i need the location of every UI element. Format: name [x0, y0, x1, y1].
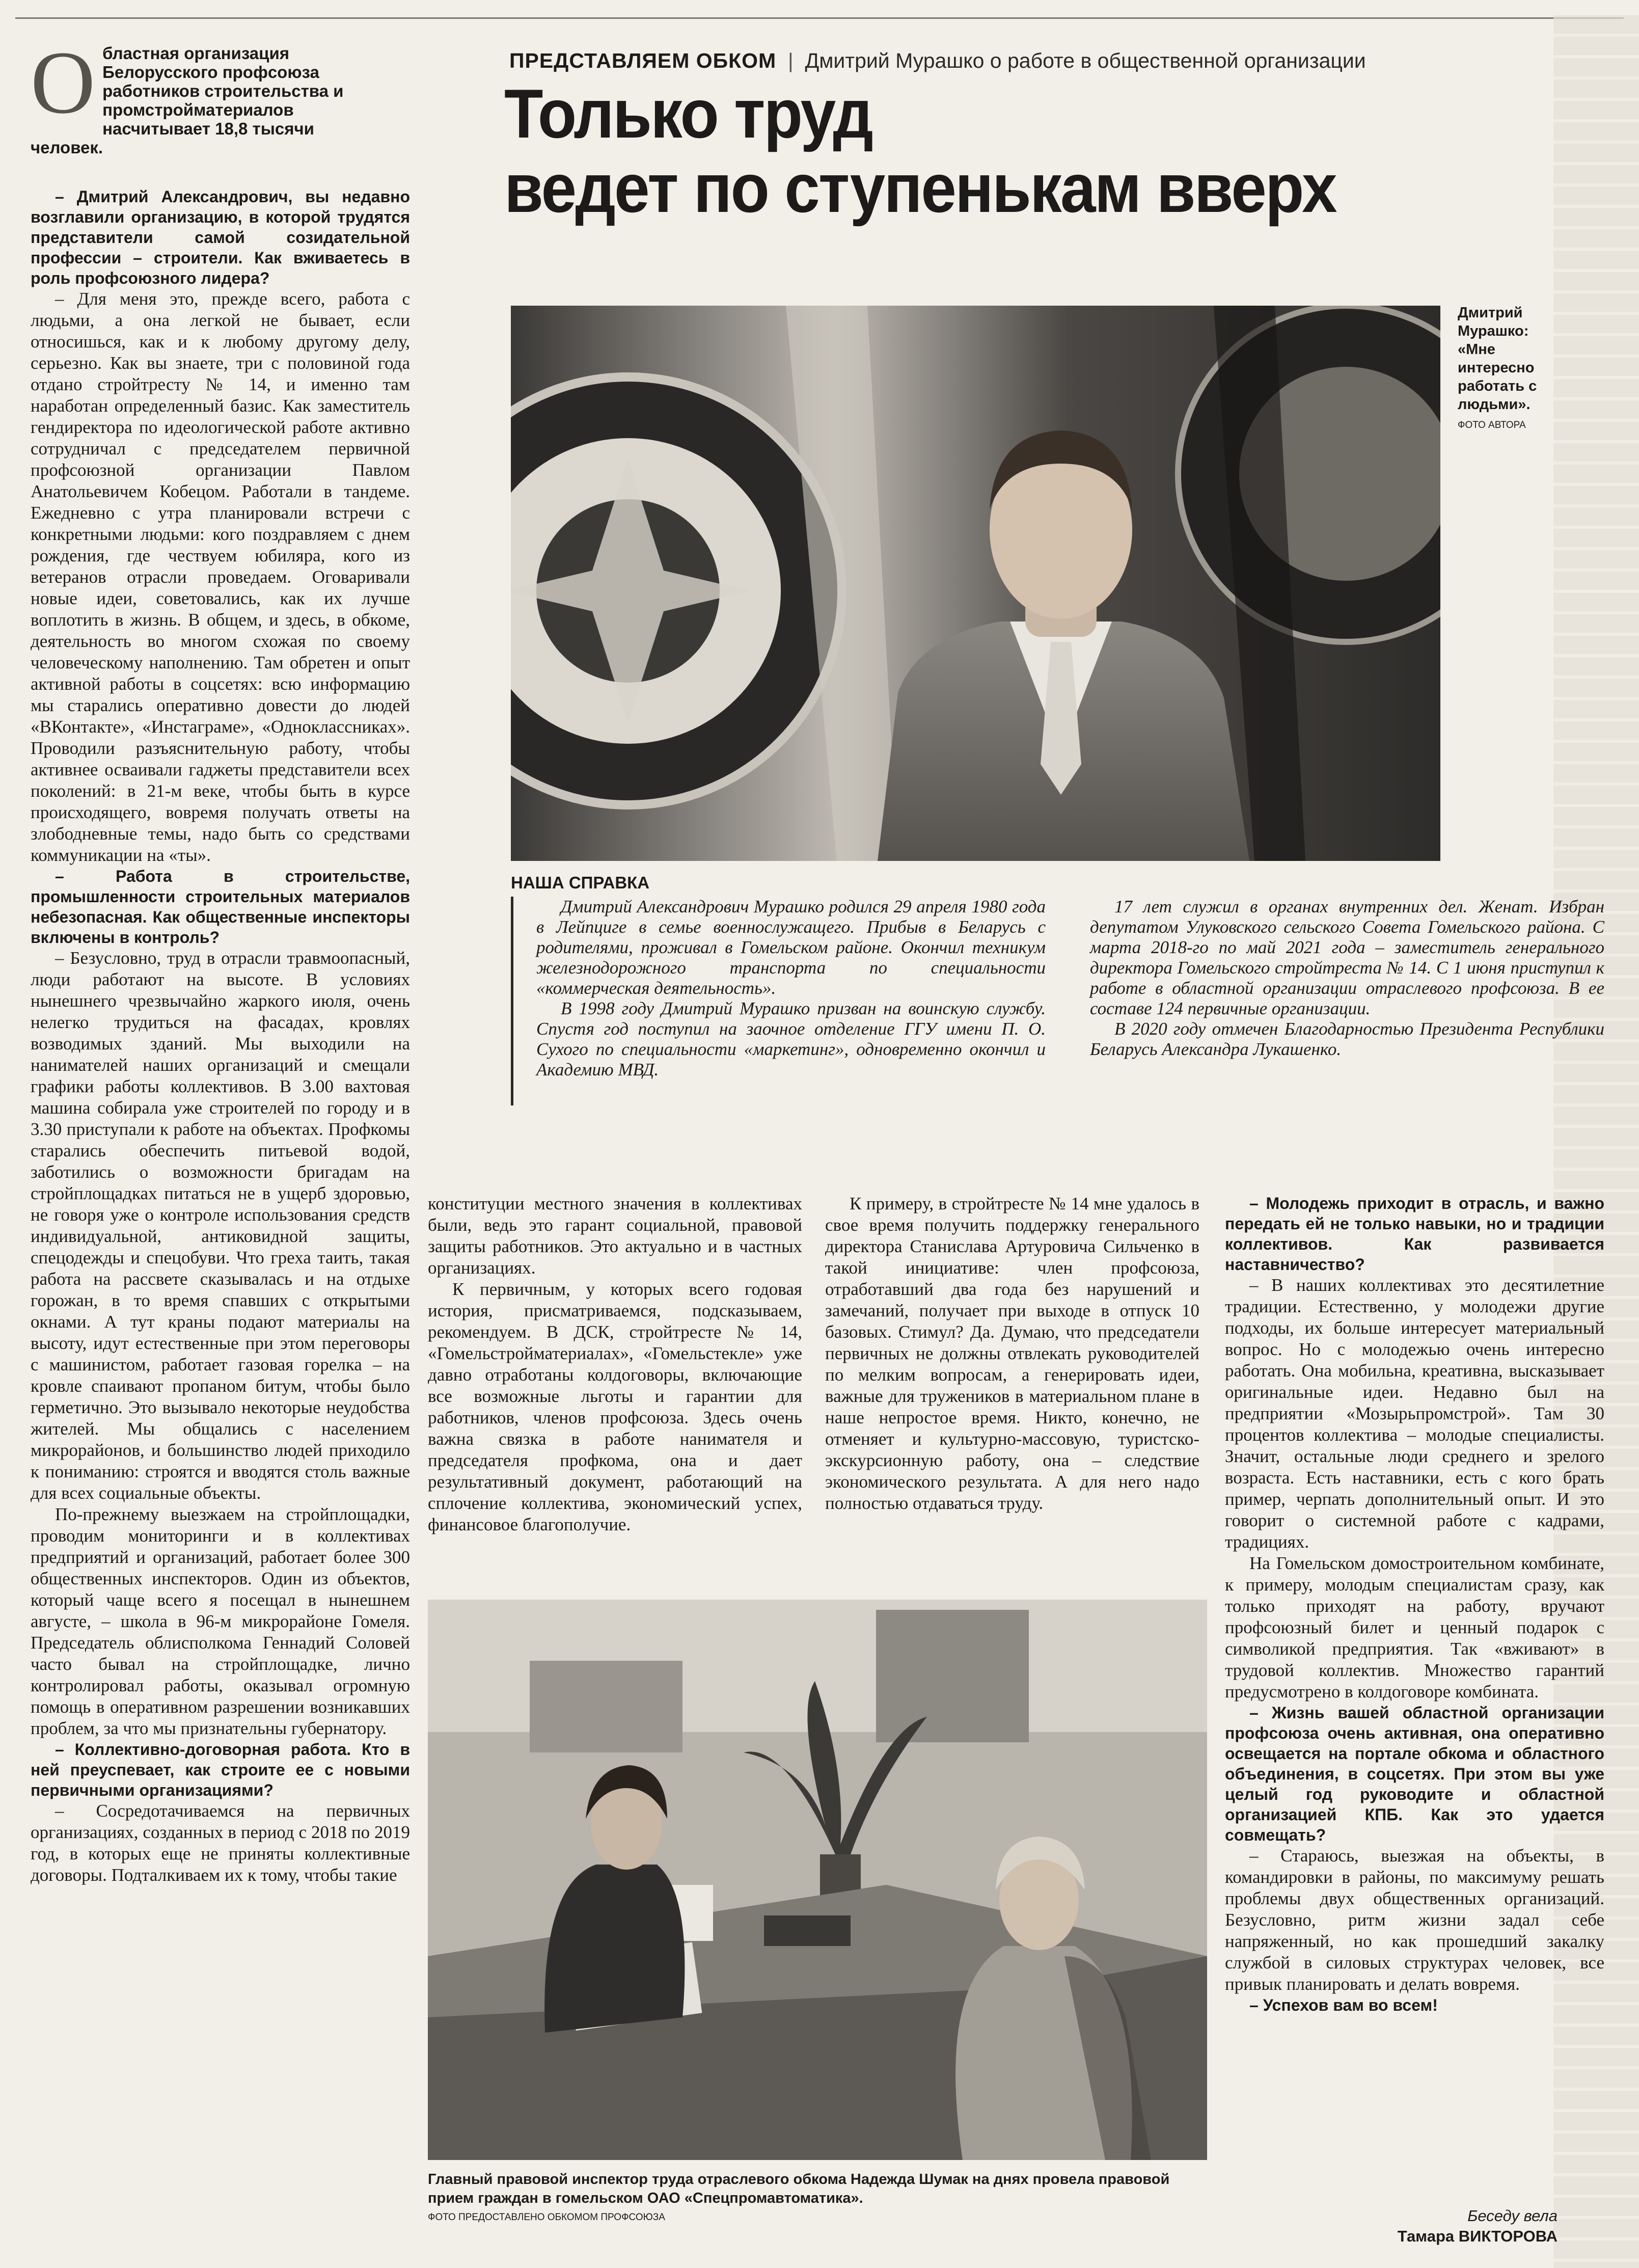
- office-caption-block: [428, 2170, 1202, 2223]
- reference-paragraph: В 2020 году отмечен Благодарностью Президента Республики Беларусь Александра Лукашенко.: [1090, 1019, 1604, 1059]
- rubric-line: [509, 49, 1548, 73]
- portrait-caption: Дмитрий Мурашко: «Мне интересно работать с людьми».: [1458, 305, 1537, 413]
- answer-paragraph: – Безусловно, труд в отрасли травмоопасный, люди работают на высоте. В условиях нынешнего чрезвычайно жаркого июля, очень нелегко трудиться на фасадах, кровлях возводимых зданий. Мы выходили на нанимателей наших организаций и смещали графики работы коллективов. В 3.00 вахтовая машина собирала уже строителей по городу и в 3.30 приступали к работе на объектах. Профкомы старались обеспечить питьевой водой, заботились о возможности бригадам на стройплощадках питаться не в ущерб здоровью, не говоря уже о контроле использования средств индивидуальной, антиковидной защиты, спецодежды и спецобуви. Что греха таить, такая работа на рассвете сказывалась и на отдыхе горожан, в то время спавших с открытыми окнами. А тут краны подают материалы на высоту, идут естественные при этом переговоры с машинистом, работает газовая горелка – на кровле спаивают пропаном битум, чтобы было герметично. Это вызывало некоторые неудобства жителей. Мы общались с населением микрорайонов, и большинство людей приходило к пониманию: строятся и вводятся столь важные для всех социальные объекты.: [31, 948, 410, 1503]
- question: – Молодежь приходит в отрасль, и важно передать ей не только навыки, но и традиции коллективов. Как развивается наставничество?: [1225, 1194, 1604, 1274]
- article-column-middle-2: [825, 1193, 1199, 1565]
- office-photo: [428, 1600, 1207, 2160]
- question: – Работа в строительстве, промышленности строительных материалов небезопасная. Как общественные инспекторы включены в контроль?: [31, 867, 410, 947]
- reference-paragraph: В 1998 году Дмитрий Мурашко призван на воинскую службу. Спустя год поступил на заочное отделение ГГУ имени П. О. Сухого по специальности «маркетинг», одновременно окончил и Академию МВД.: [536, 998, 1046, 1079]
- rubric-separator-icon: |: [782, 49, 800, 72]
- article-column-middle-1: [428, 1193, 802, 1565]
- reference-box: [511, 897, 1604, 1105]
- answer-paragraph: – Стараюсь, выезжая на объекты, в командировки в районы, по максимуму решать проблемы двух общественных организаций. Безусловно, ритм жизни задал себе напряженный, но как прошедший закалку службой в силовых структурах человек, все привык планировать и делать вовремя.: [1225, 1846, 1604, 1994]
- answer-paragraph: – В наших коллективах это десятилетние традиции. Естественно, у молодежи другие подходы, их больше интересует материальный вопрос. Но с молодежью очень интересно работать. Она мобильна, креативна, высказывает оригинальные идеи. Недавно был на предприятии «Мозырьпромстрой». Там 30 процентов коллектива – молодые специалисты. Значит, остальные люди среднего и зрелого возраста. Есть наставники, есть с кого брать пример, черпать дополнительный опыт. И это говорит о системной работе с кадрами, традициях.: [1225, 1275, 1604, 1552]
- portrait-credit: ФОТО АВТОРА: [1458, 420, 1526, 430]
- reference-col-2: [1090, 897, 1604, 1060]
- byline: [1398, 2206, 1558, 2247]
- office-caption: Главный правовой инспектор труда отраслевого обкома Надежда Шумак на днях провела правовой прием граждан в гомельском ОАО «Спецпромавтоматика».: [428, 2171, 1170, 2206]
- byline-role: Беседу вела: [1467, 2207, 1558, 2225]
- top-rule: [15, 17, 1624, 19]
- rubric: ПРЕДСТАВЛЯЕМ ОБКОМ: [509, 49, 777, 72]
- headline-line-1: Только труд: [504, 75, 872, 152]
- answer-paragraph: К примеру, в стройтресте № 14 мне удалось в свое время получить поддержку генерального директора Станислава Артуровича Сильченко в такой инициативе: член профсоюза, отработавший два года без нарушений и замечаний, получает при выходе в отпуск 10 базовых. Стимул? Да. Думаю, что председатели первичных не должны отвлекать руководителей по мелким вопросам, а генерировать идеи, важные для тружеников в материальном плане в наше непростое время. Никто, конечно, не отменяет и культурно-массовую, туристско-экскурсионную работу, она – следствие экономического результата. А для него надо полностью отдаваться труду.: [825, 1194, 1199, 1513]
- office-credit: ФОТО ПРЕДОСТАВЛЕНО ОБКОМОМ ПРОФСОЮЗА: [428, 2212, 665, 2223]
- answer-paragraph: На Гомельском домостроительном комбинате, к примеру, молодым специалистам сразу, как только приходят на работу, вручают профсоюзный билет и ценный подарок с символикой предприятия. Так «вживают» в трудовой коллектив. Множество гарантий предусмотрено в колдоговоре комбината.: [1225, 1553, 1604, 1702]
- drop-cap: О: [31, 33, 96, 132]
- question: – Дмитрий Александрович, вы недавно возглавили организацию, в которой трудятся представители самой созидательной профессии – строители. Как вживаетесь в роль профсоюзного лидера?: [31, 187, 410, 287]
- answer-paragraph: конституции местного значения в коллективах были, ведь это гарант социальной, правовой защиты работников. Это актуально и в частных организациях.: [428, 1194, 802, 1278]
- reference-col-1: [536, 897, 1046, 1080]
- portrait-caption-block: [1458, 304, 1547, 431]
- question: – Жизнь вашей областной организации профсоюза очень активная, она оперативно освещается на портале обкома и областного объединения, в соцсетях. При этом вы уже целый год руководите и областной организацией КПБ. Как это удается совмещать?: [1225, 1704, 1604, 1844]
- reference-paragraph: Дмитрий Александрович Мурашко родился 29 апреля 1980 года в Лейпциге в семье военнослужащего. Прибыв в Беларусь с родителями, проживал в Гомельском районе. Окончил техникум железнодорожного транспорта по специальности «коммерческая деятельность».: [536, 897, 1046, 998]
- answer-paragraph: – Для меня это, прежде всего, работа с людьми, а она легкой не бывает, если относишься, как и к любому другому делу, серьезно. Как вы знаете, три с половиной года отдано стройтресту № 14, и именно там наработан определенный базис. Как заместитель гендиректора по идеологической работе активно сотрудничал с председателем первичной профсоюзной организации Павлом Анатольевичем Кобецом. Работали в тандеме. Ежедневно с утра планировали встречи с конкретными людьми: кого поздравляем с днем рождения, где чествуем юбиляра, кого из ветеранов отрасли проведаем. Оговаривали новые идеи, советовались, как их лучше воплотить в жизнь. В общем, и здесь, в обкоме, деятельность во многом схожая по своему человеческому наполнению. Там обретен и опыт активной работы в соцсетях: всю информацию мы старались оперативно довести до людей «ВКонтакте», «Инстаграме», «Одноклассниках». Проводили разъяснительную работу, чтобы активнее осваивали гаджеты представители всех поколений: в 21-м веке, чтобы быть в курсе происходящего, вовремя получать ответы на злободневные темы, надо быть со средствами коммуникации на «ты».: [31, 289, 410, 865]
- reference-heading: НАША СПРАВКА: [511, 873, 650, 892]
- answer-paragraph: – Сосредотачиваемся на первичных организациях, созданных в период с 2018 по 2019 год, в которых еще не приняты коллективные договоры. Подталкиваем их к тому, чтобы такие: [31, 1801, 410, 1885]
- byline-author: Тамара ВИКТОРОВА: [1397, 2227, 1558, 2245]
- answer-paragraph: По-прежнему выезжаем на стройплощадки, проводим мониторинги и в коллективах предприятий и организаций, работает более 300 общественных инспекторов. Один из объектов, который чаще всего я посещал в нынешнем августе, – школа в 96-м микрорайоне Гомеля. Председатель облисполкома Геннадий Соловей часто бывал на стройплощадке, лично контролировал работы, оказывал огромную помощь в оперативном разрешении возникавших проблем, за что мы признательны губернатору.: [31, 1504, 410, 1738]
- answer-paragraph: К первичным, у которых всего годовая история, присматриваемся, подсказываем, рекомендуем. В ДСК, стройтресте № 14, «Гомельстройматериалах», «Гомельстекле» уже давно отработаны колдоговоры, включающие все возможные льготы и гарантии для работников, членов профсоюза. Здесь очень важна связка в работе нанимателя и председателя профкома, она и дает результативный документ, работающий на сплочение коллектива, экономический успех, финансовое благополучие.: [428, 1279, 802, 1534]
- portrait-illustration: [511, 306, 1440, 861]
- question: – Успехов вам во всем!: [1249, 1996, 1438, 2014]
- article-column-left: [31, 186, 410, 2250]
- lead-text: бластная организация Белорусского профсоюза работников строительства и промстройматериалов насчитывает 18,8 тысячи человек.: [31, 44, 344, 157]
- subtitle: Дмитрий Мурашко о работе в общественной организации: [805, 49, 1366, 72]
- reference-paragraph: 17 лет служил в органах внутренних дел. Женат. Избран депутатом Улуковского сельского Совета Гомельского района. С марта 2018-го по май 2021 года – заместитель генерального директора Гомельского стройтреста № 14. С 1 июня приступил к работе в областной организации отраслевого профсоюза. В ее составе 124 первичные организации.: [1090, 897, 1604, 1018]
- question: – Коллективно-договорная работа. Кто в ней преуспевает, как строите ее с новыми первичными организациями?: [31, 1740, 410, 1799]
- article-column-right: [1225, 1193, 1604, 2202]
- headline-line-2: ведет по ступенькам вверх: [504, 149, 1336, 227]
- office-illustration: [428, 1600, 1207, 2160]
- portrait-photo: [511, 306, 1440, 861]
- lead-block: [31, 33, 387, 157]
- headline: [504, 76, 1469, 225]
